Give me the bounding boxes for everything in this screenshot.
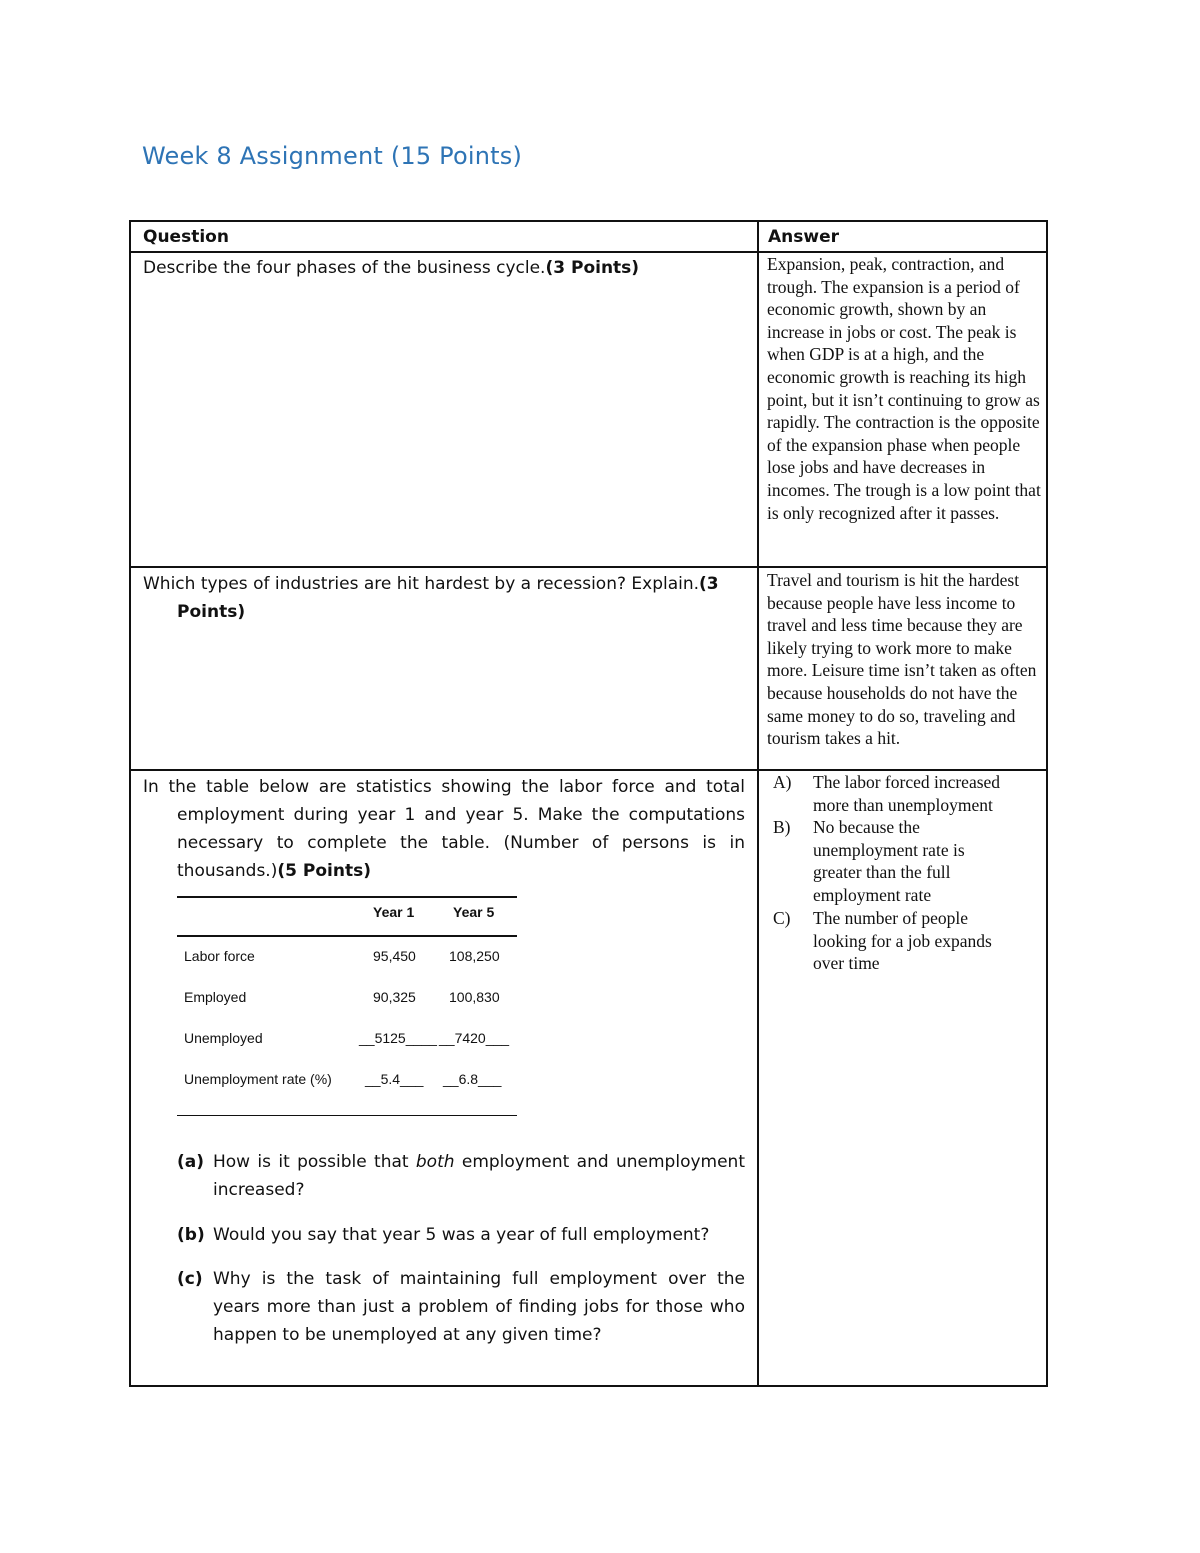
answer-text: The number of people looking for a job expands over time	[813, 908, 992, 974]
question-3	[143, 773, 745, 885]
answer-header: Answer	[768, 227, 839, 247]
table-bottom-rule	[177, 1115, 517, 1116]
column-divider	[757, 222, 759, 1385]
answer-label: A)	[773, 772, 792, 792]
question-2-points-b: Points)	[177, 602, 246, 622]
question-1-text: Describe the four phases of the business cycle.	[143, 258, 546, 278]
year-5-value: 108,250	[449, 948, 500, 964]
question-header: Question	[143, 227, 229, 247]
question-3-line: employment during year 1 and year 5. Make the computations	[177, 805, 745, 825]
year-1-value: __5.4___	[365, 1071, 424, 1087]
answer-text: The labor forced increased more than unemployment	[813, 772, 1001, 815]
year-5-value: __7420___	[439, 1030, 510, 1046]
subquestion-c-line: happen to be unemployed at any given time?	[213, 1325, 602, 1345]
question-3-line: In the table below are statistics showing the labor force and total	[143, 777, 745, 797]
table-top-rule	[177, 896, 517, 898]
row-divider	[131, 566, 1046, 568]
subquestion-c	[177, 1265, 745, 1349]
year-1-value: 90,325	[373, 989, 416, 1005]
answer-label: B)	[773, 817, 791, 837]
year-1-value: __5125____	[359, 1030, 437, 1046]
page-title: Week 8 Assignment (15 Points)	[142, 142, 523, 170]
answer-2: Travel and tourism is hit the hardest because people have less income to travel and less time because they are likely trying to work more to make more. Leisure time isn’t taken as often because households do not have the same money to do so, traveling and tourism takes a hit.	[767, 570, 1037, 749]
answer-3-a	[773, 771, 1039, 817]
subquestion-c-line: years more than just a problem of finding jobs for those who	[213, 1297, 745, 1317]
subquestion-b-line: Would you say that year 5 was a year of full employment?	[213, 1225, 710, 1245]
subquestion-label: (b)	[177, 1225, 205, 1245]
answer-3-c	[773, 907, 1039, 977]
answer-text: No because the unemployment rate is greater than the full employment rate	[813, 817, 965, 905]
subquestion-b	[177, 1221, 745, 1249]
subquestion-label: (a)	[177, 1152, 205, 1172]
answer-3-b	[773, 816, 1039, 908]
question-3-points: (5 Points)	[277, 861, 371, 881]
row-label: Unemployment rate (%)	[184, 1071, 332, 1087]
subquestion-c-line: Why is the task of maintaining full employment over the	[213, 1269, 745, 1289]
assignment-table	[129, 220, 1048, 1387]
question-3-line: necessary to complete the table. (Number of persons is in	[177, 833, 745, 853]
labor-stats-table	[177, 896, 517, 1126]
year-1-value: 95,450	[373, 948, 416, 964]
year-5-value: __6.8___	[443, 1071, 502, 1087]
question-2-points-a: (3	[699, 574, 719, 594]
question-2-text: Which types of industries are hit hardest by a recession? Explain.	[143, 574, 700, 594]
question-2	[143, 570, 751, 626]
question-1	[143, 254, 743, 282]
subquestion-a	[177, 1148, 745, 1204]
answer-1: Expansion, peak, contraction, and trough. The expansion is a period of economic growth, shown by an increase in jobs or cost. The peak is when GDP is at a high, and the economic growth is reaching its high point, but it isn’t continuing to grow as rapidly. The contraction is the opposite of the expansion phase when people lose jobs and have decreases in incomes. The trough is a low point that is only recognized after it passes.	[767, 254, 1041, 523]
row-label: Unemployed	[184, 1030, 263, 1046]
question-1-points: (3 Points)	[545, 258, 640, 278]
subquestion-a-line: How is it possible that both employment and unemployment	[213, 1152, 745, 1172]
subquestion-a-line: increased?	[213, 1180, 305, 1200]
row-label: Employed	[184, 989, 247, 1005]
table-header-rule	[177, 935, 517, 937]
answer-label: C)	[773, 908, 791, 928]
year-1-header: Year 1	[373, 904, 415, 920]
subquestion-label: (c)	[177, 1269, 203, 1289]
year-5-header: Year 5	[453, 904, 495, 920]
row-label: Labor force	[184, 948, 255, 964]
question-3-line-last: thousands.)(5 Points)	[177, 861, 371, 881]
year-5-value: 100,830	[449, 989, 500, 1005]
